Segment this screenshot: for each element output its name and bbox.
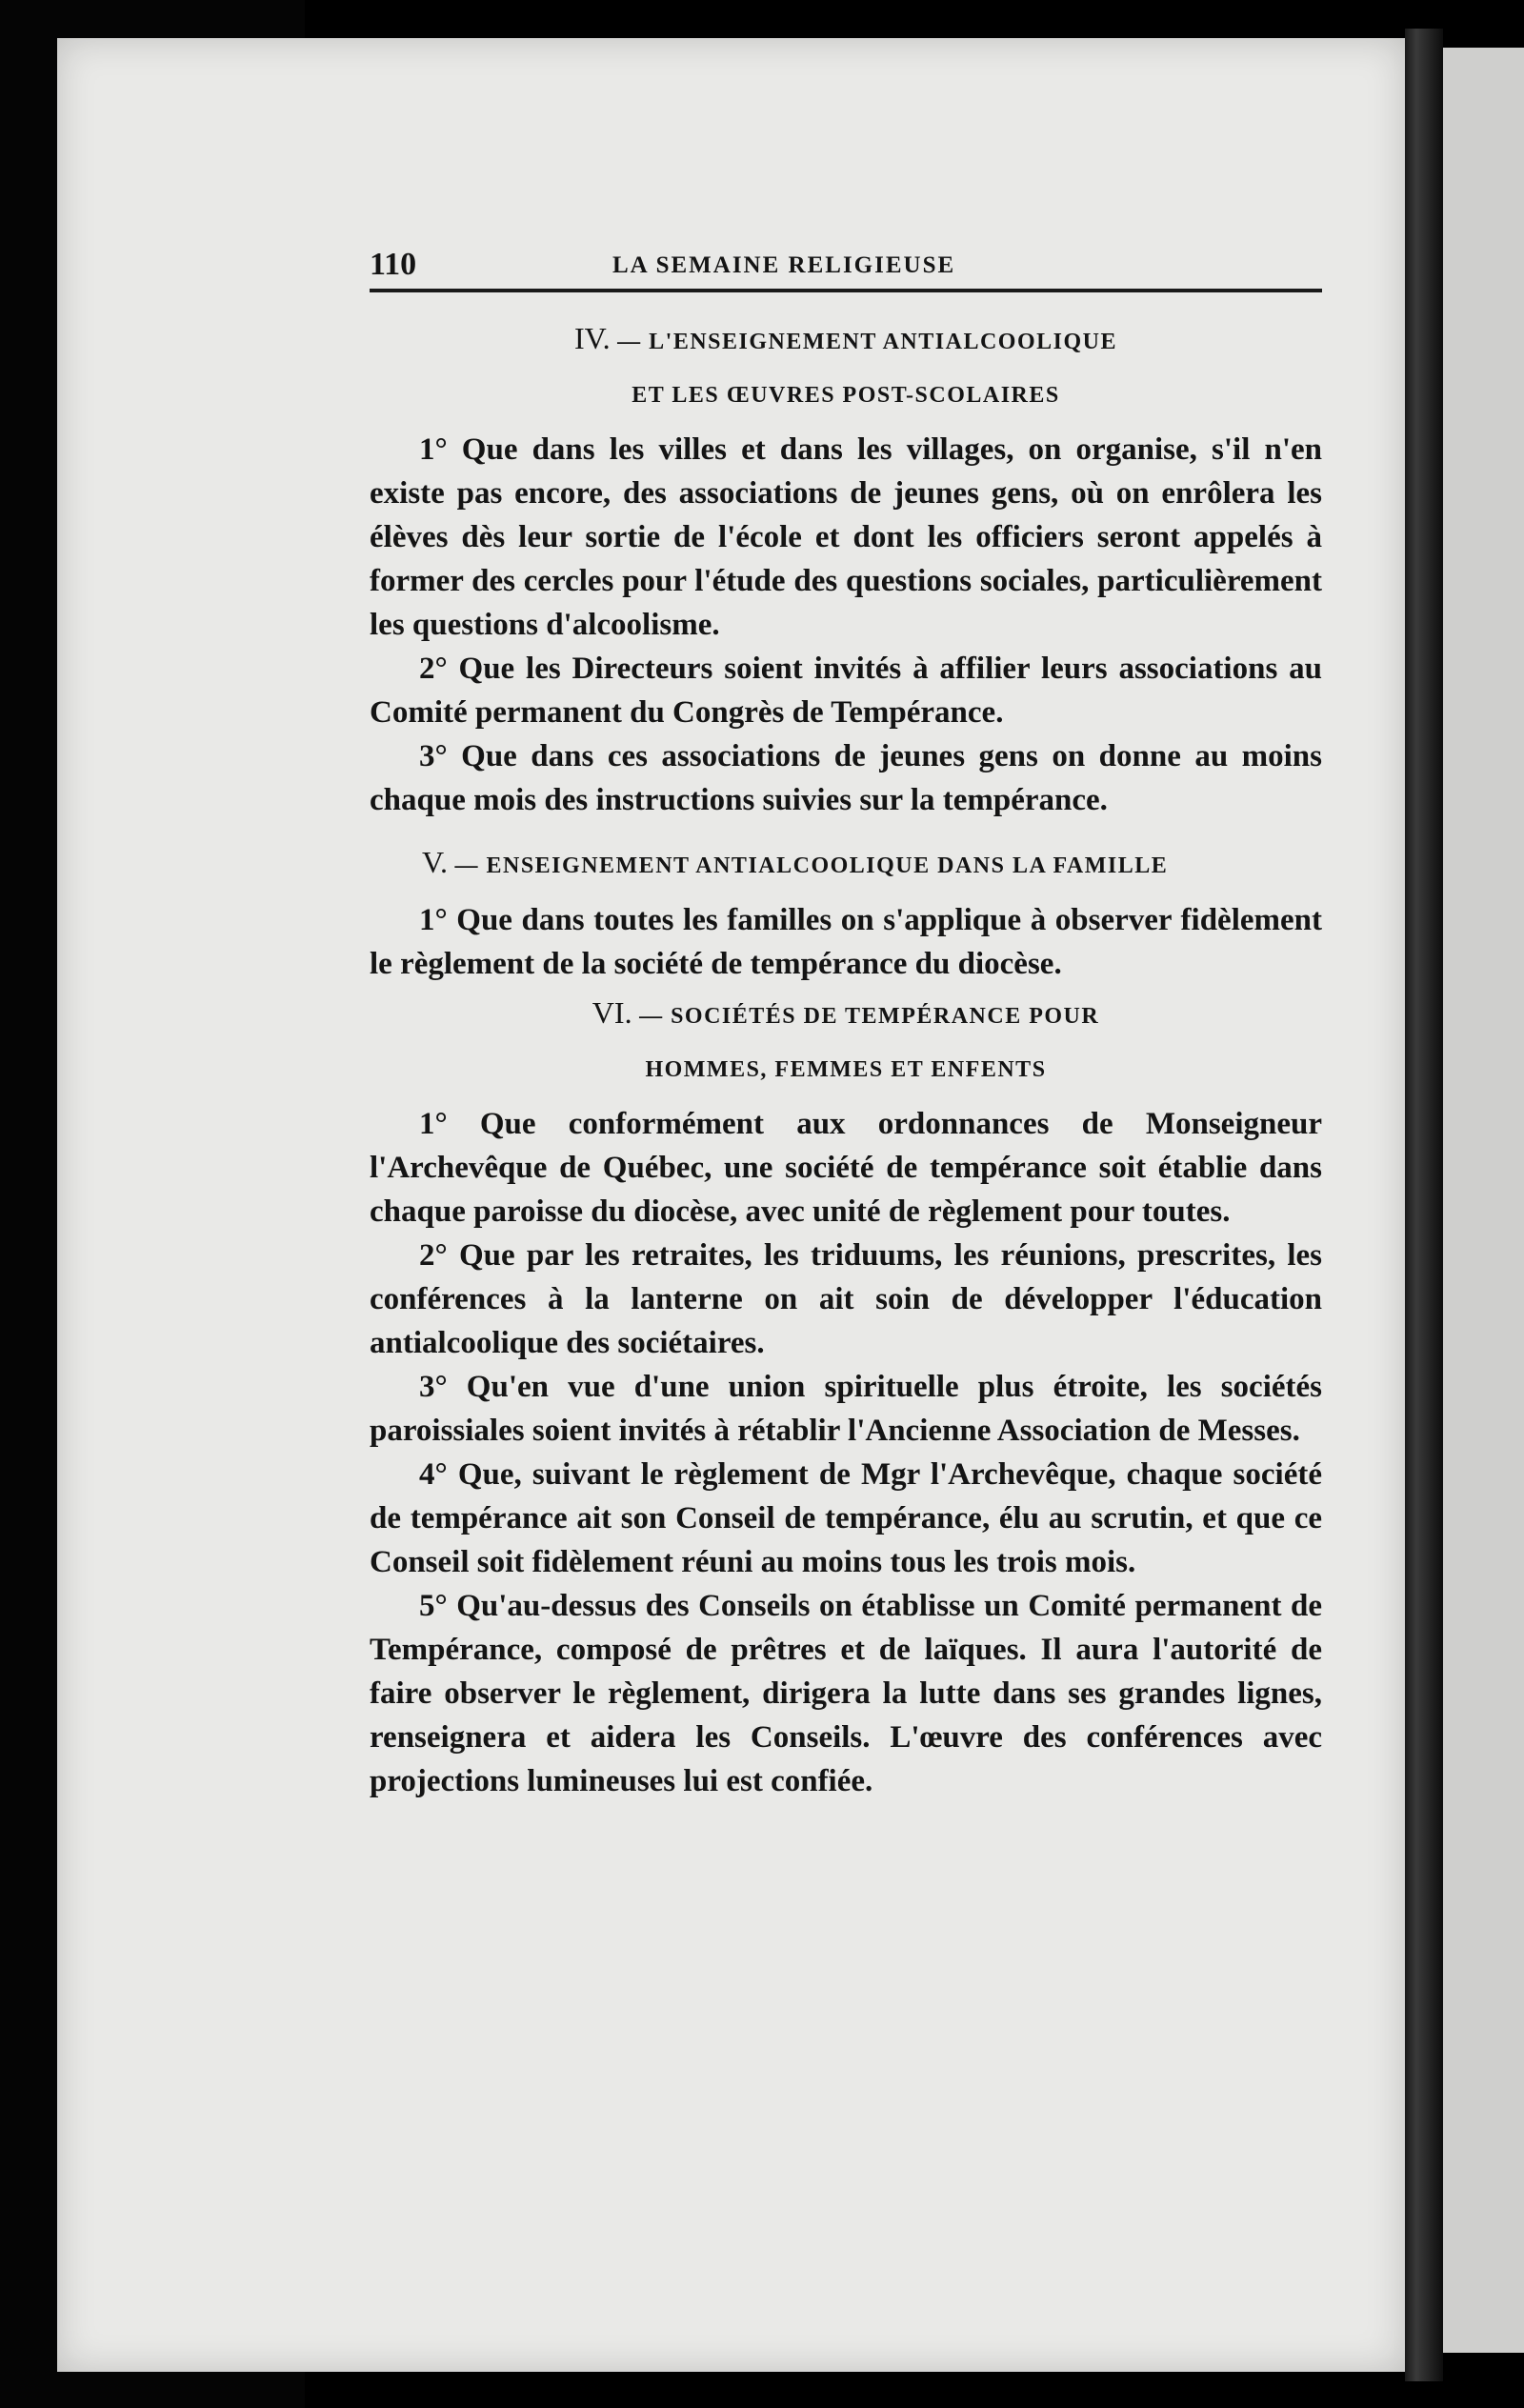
paragraph: 3° Que dans ces associations de jeunes gens on donne au moins chaque mois des instructions suivies sur la tempérance. bbox=[370, 739, 1322, 817]
section-iv-heading bbox=[370, 311, 1322, 369]
page-content bbox=[370, 243, 1322, 1803]
section-v-title: — ENSEIGNEMENT ANTIALCOOLIQUE DANS LA FAMILLE bbox=[447, 853, 1169, 878]
running-title: LA SEMAINE RELIGIEUSE bbox=[612, 252, 956, 278]
section-vi-number: VI. bbox=[592, 995, 632, 1030]
section-iv-title: — L'ENSEIGNEMENT ANTIALCOOLIQUE bbox=[610, 330, 1117, 354]
section-iv-number: IV. bbox=[574, 321, 611, 355]
paragraph: 4° Que, suivant le règlement de Mgr l'Archevêque, chaque société de tempérance ait son Conseil de tempérance, élu au scrutin, et que ce Conseil soit fidèlement réuni au moins tous les trois mois. bbox=[370, 1457, 1322, 1579]
paragraph: 1° Que dans toutes les familles on s'applique à observer fidèlement le règlement de la société de tempérance du diocèse. bbox=[370, 903, 1322, 981]
section-vi-title: — SOCIÉTÉS DE TEMPÉRANCE POUR bbox=[632, 1004, 1100, 1029]
section-vi bbox=[370, 986, 1322, 1803]
page-number: 110 bbox=[370, 247, 417, 282]
paragraph: 5° Qu'au-dessus des Conseils on établisse un Comité permanent de Tempérance, composé de prêtres et de laïques. Il aura l'autorité de faire observer le règlement, dirigera la lutte dans ses grandes lignes, renseignera et aidera les Conseils. L'œuvre des conférences avec projections lumineuses lui est confiée. bbox=[370, 1589, 1322, 1798]
paragraph: 3° Qu'en vue d'une union spirituelle plus étroite, les sociétés paroissiales soient invités à rétablir l'Ancienne Association de Messes. bbox=[370, 1370, 1322, 1448]
paragraph: 1° Que conformément aux ordonnances de Monseigneur l'Archevêque de Québec, une société de tempérance soit établie dans chaque paroisse du diocèse, avec unité de règlement pour toutes. bbox=[370, 1107, 1322, 1229]
page-gutter bbox=[1405, 29, 1443, 2381]
section-v-heading bbox=[370, 835, 1322, 893]
facing-page-edge bbox=[1443, 48, 1524, 2353]
section-vi-heading bbox=[370, 986, 1322, 1043]
section-v-number: V. bbox=[422, 845, 448, 879]
paragraph: 2° Que par les retraites, les triduums, les réunions, prescrites, les conférences à la lanterne on ait soin de développer l'éducation antialcoolique des sociétaires. bbox=[370, 1238, 1322, 1360]
paragraph: 1° Que dans les villes et dans les villages, on organise, s'il n'en existe pas encore, des associations de jeunes gens, où on enrôlera les élèves dès leur sortie de l'école et dont les officiers seront appelés à former des cercles pour l'étude des questions sociales, particulièrement les questions d'alcoolisme. bbox=[370, 432, 1322, 642]
section-vi-subtitle: HOMMES, FEMMES ET ENFENTS bbox=[645, 1057, 1047, 1082]
section-iv bbox=[370, 311, 1322, 822]
section-iv-subtitle: ET LES ŒUVRES POST-SCOLAIRES bbox=[632, 383, 1060, 408]
section-v bbox=[370, 835, 1322, 986]
paragraph: 2° Que les Directeurs soient invités à affilier leurs associations au Comité permanent du Congrès de Tempérance. bbox=[370, 652, 1322, 730]
running-header bbox=[370, 243, 1322, 292]
